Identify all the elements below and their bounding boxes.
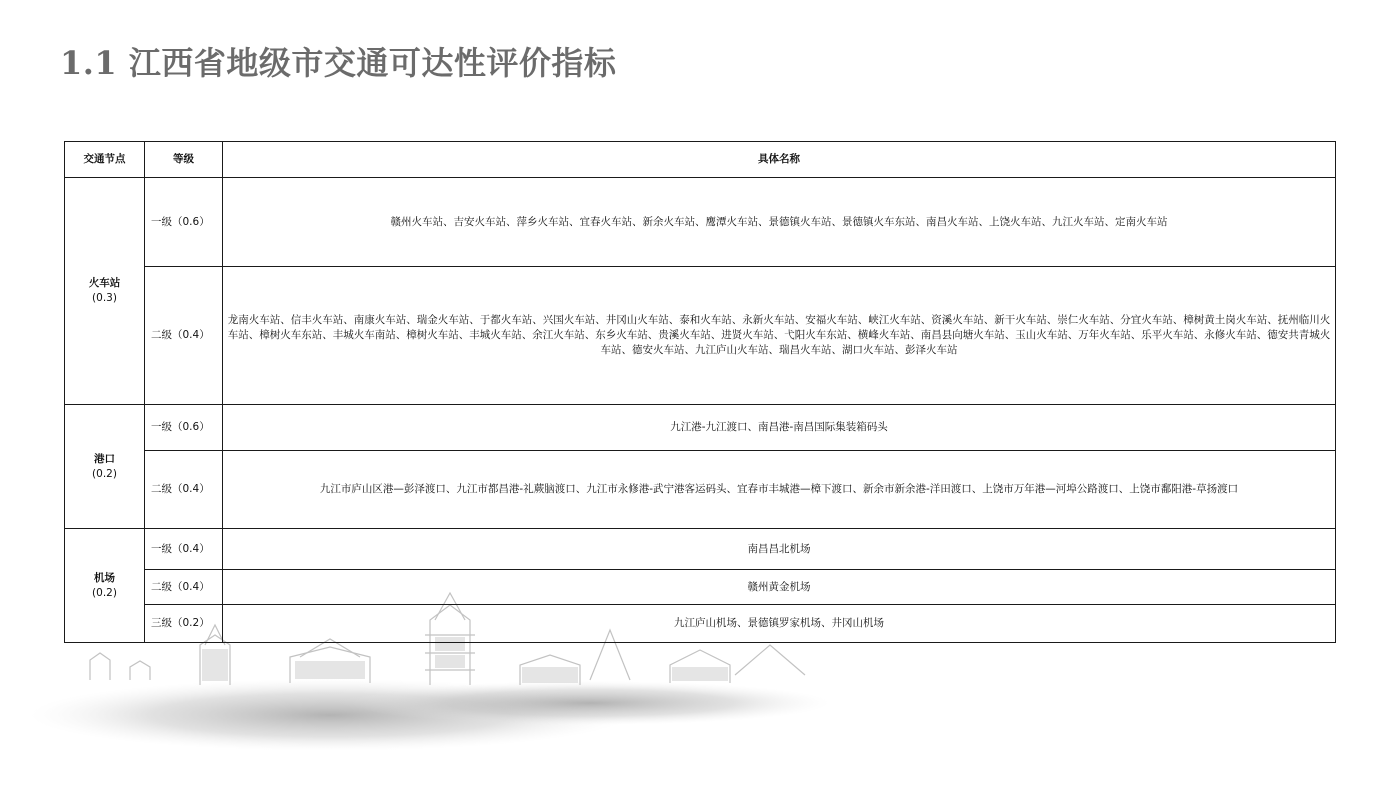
level-cell: 一级（0.6） — [145, 178, 223, 267]
node-weight: (0.2) — [92, 586, 117, 599]
table-row — [65, 178, 1336, 267]
names-cell: 龙南火车站、信丰火车站、南康火车站、瑞金火车站、于都火车站、兴国火车站、井冈山火车站、泰和火车站、永新火车站、安福火车站、峡江火车站、资溪火车站、新干火车站、崇仁火车站、分宜火车站、樟树黄土岗火车站、抚州临川火车站、樟树火车东站、丰城火车南站、樟树火车站、丰城火车站、余江火车站、东乡火车站、贵溪火车站、进贤火车站、弋阳火车东站、横峰火车站、南昌县向塘火车站、玉山火车站、万年火车站、乐平火车站、永修火车站、德安共青城火车站、德安火车站、九江庐山火车站、瑞昌火车站、湖口火车站、彭泽火车站 — [223, 267, 1336, 405]
level-cell: 二级（0.4） — [145, 267, 223, 405]
names-cell: 赣州火车站、吉安火车站、萍乡火车站、宜春火车站、新余火车站、鹰潭火车站、景德镇火车站、景德镇火车东站、南昌火车站、上饶火车站、九江火车站、定南火车站 — [223, 178, 1336, 267]
names-cell: 赣州黄金机场 — [223, 570, 1336, 605]
level-cell: 一级（0.6） — [145, 405, 223, 451]
node-weight: (0.2) — [92, 467, 117, 480]
table-row — [65, 267, 1336, 405]
names-cell: 南昌昌北机场 — [223, 529, 1336, 570]
names-cell: 九江庐山机场、景德镇罗家机场、井冈山机场 — [223, 605, 1336, 643]
names-cell: 九江市庐山区港—彭泽渡口、九江市都昌港-礼蕨脑渡口、九江市永修港-武宁港客运码头、宜春市丰城港—樟下渡口、新余市新余港-洋田渡口、上饶市万年港—河埠公路渡口、上饶市鄱阳港-草扬渡口 — [223, 451, 1336, 529]
table-row — [65, 570, 1336, 605]
page-title: 1.1 江西省地级市交通可达性评价指标 — [60, 44, 617, 82]
header-names: 具体名称 — [223, 142, 1336, 178]
header-level: 等级 — [145, 142, 223, 178]
node-weight: (0.3) — [92, 292, 117, 304]
node-cell-railway — [65, 178, 145, 405]
node-name: 港口 — [94, 452, 115, 465]
names-cell: 九江港-九江渡口、南昌港-南昌国际集装箱码头 — [223, 405, 1336, 451]
table-row — [65, 405, 1336, 451]
table-row — [65, 451, 1336, 529]
header-node: 交通节点 — [65, 142, 145, 178]
table-row — [65, 529, 1336, 570]
level-cell: 二级（0.4） — [145, 570, 223, 605]
level-cell: 一级（0.4） — [145, 529, 223, 570]
node-cell-port — [65, 405, 145, 529]
transport-accessibility-table — [64, 141, 1336, 643]
node-cell-airport — [65, 529, 145, 643]
node-name: 火车站 — [88, 277, 121, 289]
level-cell: 二级（0.4） — [145, 451, 223, 529]
level-cell: 三级（0.2） — [145, 605, 223, 643]
table-header-row — [65, 142, 1336, 178]
table-row — [65, 605, 1336, 643]
node-name: 机场 — [94, 571, 115, 584]
